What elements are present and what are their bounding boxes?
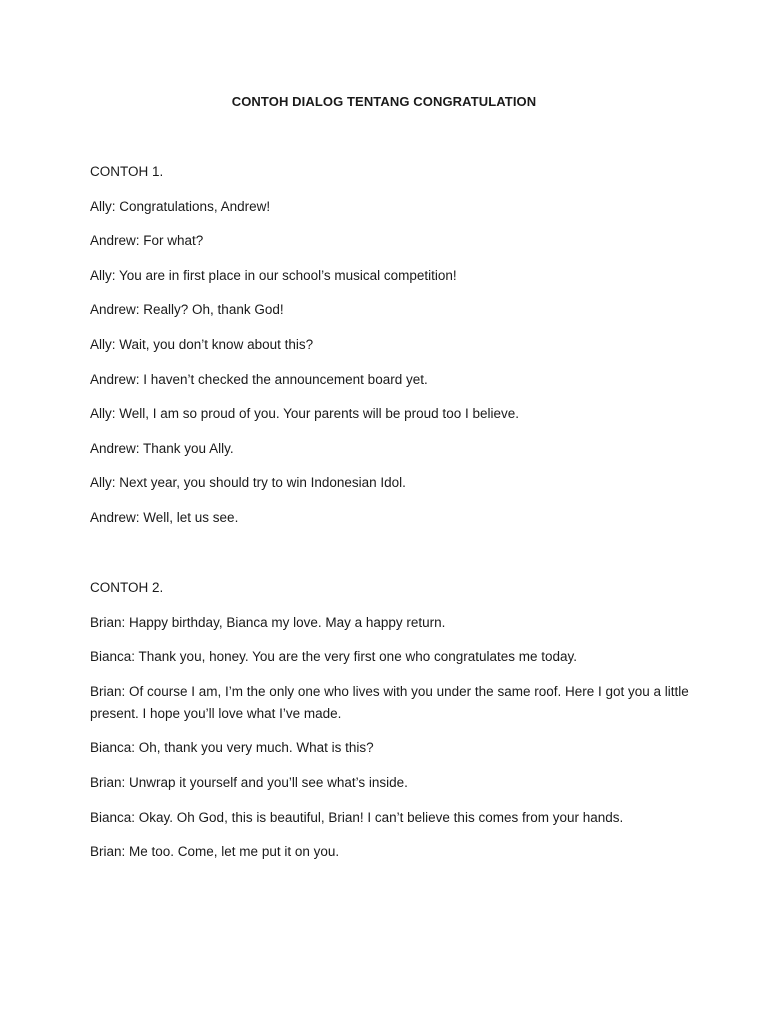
dialog-line: Brian: Of course I am, I’m the only one who lives with you under the same roof. Here I got you a little present. I hope you’ll love what I’ve made. — [90, 683, 689, 721]
dialog-line: Ally: Congratulations, Andrew! — [90, 198, 271, 214]
dialog-line: Andrew: I haven’t checked the announcement board yet. — [90, 371, 428, 387]
dialog-section-1 — [90, 161, 690, 542]
dialog-line: Brian: Happy birthday, Bianca my love. May a happy return. — [90, 614, 446, 630]
document-title: CONTOH DIALOG TENTANG CONGRATULATION — [231, 94, 537, 109]
dialog-line: Ally: Well, I am so proud of you. Your parents will be proud too I believe. — [90, 406, 519, 422]
dialog-line: Brian: Unwrap it yourself and you’ll see what’s inside. — [90, 774, 408, 790]
dialog-line: Andrew: For what? — [90, 233, 204, 249]
dialog-line: Brian: Me too. Come, let me put it on you. — [90, 844, 340, 860]
dialog-line: Andrew: Thank you Ally. — [90, 440, 234, 456]
dialog-line: Ally: You are in first place in our school’s musical competition! — [90, 267, 457, 283]
dialog-line: Andrew: Well, let us see. — [90, 509, 239, 525]
dialog-line: Bianca: Okay. Oh God, this is beautiful, Brian! I can’t believe this comes from your hands. — [90, 809, 624, 825]
dialog-line: Bianca: Thank you, honey. You are the very first one who congratulates me today. — [90, 649, 578, 665]
dialog-line: Ally: Wait, you don’t know about this? — [90, 336, 314, 352]
dialog-line: Andrew: Really? Oh, thank God! — [90, 302, 284, 318]
dialog-line: Bianca: Oh, thank you very much. What is this? — [90, 740, 374, 756]
dialog-section-2 — [90, 577, 690, 876]
section-heading: CONTOH 1. — [90, 164, 164, 179]
dialog-line: Ally: Next year, you should try to win Indonesian Idol. — [90, 475, 406, 491]
section-heading: CONTOH 2. — [90, 580, 164, 595]
